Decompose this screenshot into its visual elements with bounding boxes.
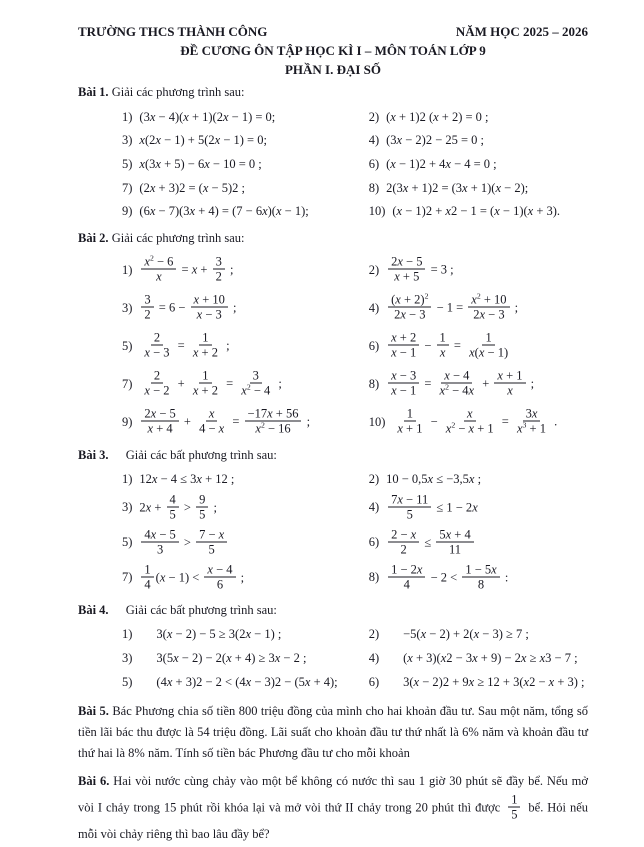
problem-item: [369, 671, 588, 695]
item-number: 4): [368, 133, 380, 148]
section-bai1: [78, 85, 588, 224]
fraction-numerator: 2: [151, 368, 163, 383]
item-number: 7): [122, 376, 133, 391]
item-number: 1): [122, 109, 133, 124]
item-number: 5): [122, 338, 133, 353]
math-expression: (x + 1)2 (x + 2) = 0 ;: [386, 109, 489, 124]
problem-item: [369, 200, 588, 224]
math-expression: $\frac{2}{x - 3}$ = $\frac{1}{x + 2}$ ;: [139, 332, 229, 361]
fraction-numerator: 2: [151, 330, 163, 345]
math-expression: $\frac{2x - 5}{x + 5}$ = 3 ;: [386, 256, 454, 285]
problem-item: [78, 327, 369, 365]
fraction-numerator: x − 3: [388, 368, 419, 383]
item-number: 5): [122, 674, 133, 689]
problem-grid: [78, 623, 588, 694]
problem-item: [78, 491, 369, 526]
problem-item: [369, 129, 588, 153]
problem-item: [78, 177, 369, 201]
math-expression: x(3x + 5) − 6x − 10 = 0 ;: [139, 156, 262, 171]
problem-item: [78, 526, 369, 561]
item-number: 4): [368, 300, 380, 315]
section-label: Bài 1.: [78, 85, 109, 99]
section-bai6: [78, 770, 588, 847]
fraction: [388, 492, 431, 521]
math-expression: (x + 3)(x2 − 3x + 9) − 2x ≥ x3 − 7 ;: [403, 650, 578, 665]
item-number: 9): [122, 414, 133, 429]
fraction-numerator: 1: [199, 330, 211, 345]
fraction-denominator: 2: [144, 307, 151, 322]
math-expression: (x − 1)2 + 4x − 4 = 0 ;: [386, 156, 497, 171]
fraction: [437, 368, 478, 397]
problem-item: [78, 403, 369, 441]
math-expression: (3x − 2)2 − 25 = 0 ;: [386, 133, 485, 148]
math-expression: x(2x − 1) + 5(2x − 1) = 0;: [139, 133, 267, 148]
fraction: [238, 368, 273, 397]
fraction-denominator: 5: [169, 507, 176, 522]
section-label: Bài 4.: [78, 602, 109, 617]
item-number: 3): [122, 300, 133, 315]
fraction: [191, 292, 228, 321]
math-expression: $\frac{1}{x + 1}$ − $\frac{x}{x^2 - x + 1}$ = $\frac{3x}{x^3 + 1}$ .: [392, 408, 557, 437]
problem-item: [78, 469, 369, 491]
fraction-numerator: 1: [508, 793, 520, 808]
fraction: [388, 527, 419, 556]
item-number: 8): [368, 570, 380, 585]
problem-item: [369, 623, 588, 647]
math-expression: $\frac{2x - 5}{x + 4}$ + $\frac{x}{4 - x}$ = $\frac{-17x + 56}{x^2 - 16}$ ;: [139, 408, 310, 437]
header: [78, 24, 588, 40]
problem-item: [369, 289, 588, 327]
problem-item: [78, 129, 369, 153]
math-expression: (3x − 4)(x + 1)(2x − 1) = 0;: [139, 109, 276, 124]
fraction: [388, 254, 425, 283]
fraction-numerator: x + 10: [191, 292, 228, 307]
item-number: 10): [368, 414, 386, 429]
problem-item: [369, 177, 588, 201]
fraction-numerator: 1: [437, 330, 449, 345]
fraction: [388, 330, 419, 359]
fraction: [213, 254, 225, 283]
fraction: [141, 292, 153, 321]
fraction-denominator: 4: [144, 577, 151, 592]
section-intro: Giải các phương trình sau:: [108, 230, 245, 245]
section-label: Bài 5.: [78, 704, 109, 719]
section-label: Bài 3.: [78, 448, 109, 463]
section-bai3: [78, 448, 588, 595]
fraction: [394, 406, 425, 435]
section-intro: Giải các phương trình sau:: [108, 85, 245, 99]
fraction-denominator: x − 3: [144, 345, 170, 360]
item-number: 4): [368, 650, 380, 665]
fraction-numerator: 1: [141, 562, 153, 577]
item-number: 5): [122, 535, 133, 550]
item-number: 6): [368, 674, 380, 689]
item-number: 1): [122, 472, 133, 486]
item-number: 7): [122, 570, 133, 585]
math-expression: 10 − 0,5x ≤ −3,5x ;: [386, 472, 482, 486]
fraction-denominator: x + 5: [394, 269, 420, 284]
fraction-numerator: 1 − 5x: [462, 562, 499, 577]
fraction: [508, 793, 520, 822]
fraction-numerator: 2x − 5: [141, 406, 178, 421]
problem-item: [369, 526, 588, 561]
problem-grid: [78, 106, 588, 224]
math-expression: $\frac{1}{4}$ (x − 1) < $\frac{x - 4}{6}$ ;: [139, 564, 244, 593]
section-heading: [78, 603, 588, 619]
item-number: 9): [122, 204, 133, 219]
fraction: [190, 368, 221, 397]
document-title: ĐỀ CƯƠNG ÔN TẬP HỌC KÌ I – MÔN TOÁN LỚP 9: [180, 43, 486, 58]
item-number: 2): [368, 109, 380, 124]
item-number: 8): [368, 376, 380, 391]
math-expression: (6x − 7)(3x + 4) = (7 − 6x)(x − 1);: [139, 204, 309, 219]
math-expression: 3(5x − 2) − 2(x + 4) ≥ 3x − 2 ;: [156, 650, 307, 665]
section-bai4: [78, 603, 588, 695]
item-number: 6): [368, 156, 380, 171]
fraction: [443, 406, 497, 435]
fraction-numerator: 7 − x: [196, 527, 227, 542]
math-expression: 3(x − 2) − 5 ≥ 3(2x − 1) ;: [156, 627, 282, 642]
fraction-numerator: 1: [404, 406, 416, 421]
fraction-denominator: 6: [216, 577, 224, 592]
fraction: [141, 254, 176, 283]
math-expression: $\frac{x - 3}{x - 1}$ = $\frac{x - 4}{x^2 - 4x}$ + $\frac{x + 1}{x}$ ;: [386, 370, 534, 399]
item-number: 7): [122, 180, 133, 195]
math-expression: 3(x − 2)2 + 9x ≥ 12 + 3(x2 − x + 3) ;: [403, 674, 585, 689]
fraction: [437, 330, 449, 359]
fraction-denominator: 11: [449, 542, 462, 557]
fraction-denominator: $x^2 - 4$: [241, 382, 271, 398]
problem-item: [369, 469, 588, 491]
fraction: [167, 492, 179, 521]
fraction-denominator: x(x − 1): [469, 345, 509, 360]
math-expression: $\frac{4x - 5}{3}$ > $\frac{7 - x}{5}$: [139, 529, 229, 558]
fraction: [204, 562, 235, 591]
item-number: 10): [368, 204, 386, 219]
math-expression: (4x + 3)2 − 2 < (4x − 3)2 − (5x + 4);: [156, 674, 338, 689]
problem-item: [369, 365, 588, 403]
problem-item: [369, 327, 588, 365]
fraction: [388, 292, 431, 321]
fraction: [514, 406, 549, 435]
fraction: [141, 330, 172, 359]
section-label: Bài 6.: [78, 774, 110, 789]
fraction-denominator: x − 3: [196, 307, 222, 322]
item-number: 8): [368, 180, 380, 195]
item-number: 3): [122, 133, 133, 148]
math-expression: 2(3x + 1)2 = (3x + 1)(x − 2);: [386, 180, 529, 195]
math-expression: −5(x − 2) + 2(x − 3) ≥ 7 ;: [403, 627, 529, 642]
fraction: [141, 406, 178, 435]
math-expression: (x − 1)2 + x2 − 1 = (x − 1)(x + 3).: [392, 204, 561, 219]
fraction-numerator: 3: [141, 292, 153, 307]
fraction: [436, 527, 473, 556]
fraction-numerator: x + 2: [388, 330, 419, 345]
problem-item: [78, 106, 369, 130]
fraction: [468, 292, 509, 321]
fraction: [245, 406, 302, 435]
problem-item: [78, 251, 369, 289]
math-expression: 12x − 4 ≤ 3x + 12 ;: [139, 472, 235, 486]
fraction: [466, 330, 511, 359]
math-expression: $\frac{(x + 2)^2}{2x - 3}$ − 1 = $\frac{x^2 + 10}{2x - 3}$ ;: [386, 294, 518, 323]
math-expression: 2x + $\frac{4}{5}$ > $\frac{9}{5}$ ;: [139, 492, 217, 522]
item-number: 4): [368, 500, 380, 515]
fraction-numerator: $(x + 2)^2$: [388, 292, 431, 307]
fraction-numerator: 3: [250, 368, 262, 383]
fraction-denominator: 3: [156, 542, 164, 557]
school-name: TRƯỜNG THCS THÀNH CÔNG: [78, 24, 268, 39]
problem-item: [78, 671, 369, 695]
problem-item: [78, 561, 369, 596]
math-expression: $\frac{x + 2}{x - 1}$ − $\frac{1}{x}$ = $\frac{1}{x(x - 1)}$: [386, 332, 513, 361]
item-number: 6): [368, 338, 380, 353]
fraction: [196, 527, 227, 556]
section-intro: Giải các bất phương trình sau:: [122, 448, 277, 463]
fraction-denominator: 4: [403, 577, 410, 592]
math-expression: $\frac{1 - 2x}{4}$ − 2 < $\frac{1 - 5x}{8}$ :: [386, 564, 508, 593]
fraction: [196, 492, 208, 521]
fraction: [462, 562, 499, 591]
problem-item: [78, 200, 369, 224]
item-number: 2): [368, 627, 380, 642]
math-expression: $\frac{x^2 - 6}{x}$ = x + $\frac{3}{2}$ ;: [139, 256, 233, 285]
fraction-numerator: −17x + 56: [245, 406, 302, 421]
fraction-numerator: 2x − 5: [388, 254, 425, 269]
item-number: 3): [122, 650, 133, 665]
math-expression: $\frac{7x - 11}{5}$ ≤ 1 − 2x: [386, 494, 478, 523]
section-heading: [78, 448, 588, 464]
fraction-denominator: x + 2: [192, 345, 218, 360]
fraction-numerator: x: [464, 406, 476, 421]
section-label: Bài 2.: [78, 230, 109, 245]
problem-grid: [78, 469, 588, 596]
problem-item: [369, 647, 588, 671]
problem-item: [369, 106, 588, 130]
word-problem: Bài 6. Hai vòi nước cùng chảy vào một bể không có nước thì sau 1 giờ 30 phút sẽ đầy bể. Nếu mở vòi I chảy trong 15 phút rồi khóa lại và mở vòi thứ II chảy trong 20 phút thì được $\frac{1}{5}$ bể. Hỏi nếu mỗi vòi chảy riêng thì bao lâu đầy bể?: [78, 774, 588, 842]
section-bai2: [78, 231, 588, 442]
problem-grid: [78, 251, 588, 441]
fraction-numerator: 3: [213, 254, 225, 269]
math-expression: $\frac{2}{x - 2}$ + $\frac{1}{x + 2}$ = $\frac{3}{x^2 - 4}$ ;: [139, 370, 281, 399]
problem-item: [369, 153, 588, 177]
fraction-denominator: $x^2 - 4x$: [439, 382, 475, 398]
fraction-denominator: 2: [215, 269, 222, 284]
fraction-numerator: x − 4: [204, 562, 235, 577]
problem-item: [369, 251, 588, 289]
fraction: [141, 368, 172, 397]
fraction-denominator: x + 2: [192, 383, 218, 398]
problem-item: [78, 365, 369, 403]
problem-item: [78, 153, 369, 177]
fraction-denominator: 5: [208, 542, 215, 557]
fraction-numerator: 7x − 11: [388, 492, 431, 507]
section-intro: Giải các bất phương trình sau:: [122, 602, 277, 617]
fraction: [196, 406, 227, 435]
fraction-denominator: x + 4: [147, 421, 173, 436]
problem-item: [369, 403, 588, 441]
fraction-denominator: 4 − x: [199, 421, 225, 436]
problem-item: [78, 623, 369, 647]
section-heading: [78, 231, 588, 247]
math-expression: (2x + 3)2 = (x − 5)2 ;: [139, 180, 245, 195]
problem-item: [78, 289, 369, 327]
fraction-denominator: $x^2 - x + 1$: [445, 420, 494, 436]
section-bai5: [78, 701, 588, 763]
math-expression: $\frac{3}{2}$ = 6 − $\frac{x + 10}{x - 3}$ ;: [139, 294, 236, 323]
fraction-numerator: 1: [199, 368, 211, 383]
problem-item: [369, 491, 588, 526]
fraction-numerator: 1 − 2x: [388, 562, 425, 577]
item-number: 2): [368, 262, 380, 277]
fraction-denominator: x: [439, 345, 446, 360]
section-heading: [78, 85, 588, 101]
fraction-denominator: x + 1: [397, 421, 423, 436]
item-number: 5): [122, 156, 133, 171]
fraction-denominator: x: [156, 269, 162, 284]
fraction-denominator: 5: [199, 507, 206, 522]
fraction-denominator: x − 1: [391, 345, 417, 360]
part-heading: PHẦN I. ĐẠI SỐ: [284, 62, 382, 77]
item-number: 2): [368, 472, 380, 486]
fraction-numerator: 1: [482, 330, 494, 345]
sections: [78, 85, 588, 847]
fraction-numerator: 4x − 5: [141, 527, 178, 542]
fraction-numerator: x − 4: [441, 368, 472, 383]
fraction-denominator: 5: [511, 807, 518, 822]
fraction-denominator: 2x − 3: [394, 307, 426, 322]
math-expression: $\frac{2 - x}{2}$ ≤ $\frac{5x + 4}{11}$: [386, 529, 476, 558]
fraction: [494, 368, 525, 397]
fraction-denominator: 2x − 3: [473, 307, 505, 322]
school-year: NĂM HỌC 2025 – 2026: [455, 24, 588, 39]
fraction-numerator: 3x: [523, 406, 541, 421]
fraction-numerator: $x^2 - 6$: [141, 254, 176, 269]
fraction-denominator: $x^2 - 16$: [255, 420, 291, 436]
fraction-denominator: 2: [400, 542, 407, 557]
fraction-denominator: 5: [406, 507, 413, 522]
fraction-numerator: x + 1: [494, 368, 525, 383]
fraction-numerator: 2 − x: [388, 527, 419, 542]
fraction-numerator: x: [206, 406, 218, 421]
fraction-denominator: x: [507, 383, 513, 398]
fraction-numerator: 9: [196, 492, 208, 507]
fraction: [141, 562, 153, 591]
item-number: 6): [368, 535, 380, 550]
fraction: [388, 368, 419, 397]
fraction-denominator: x − 2: [144, 383, 170, 398]
problem-item: [369, 561, 588, 596]
fraction: [190, 330, 221, 359]
item-number: 1): [122, 262, 133, 277]
fraction-denominator: 8: [477, 577, 485, 592]
fraction-denominator: $x^3 + 1$: [516, 420, 546, 436]
fraction: [141, 527, 178, 556]
fraction-numerator: 4: [167, 492, 179, 507]
word-problem: Bài 5. Bác Phương chia số tiền 800 triệu đồng của mình cho hai khoản đầu tư. Sau một năm, tổng số tiền lãi bác thu được là 54 triệu đồng. Lãi suất cho khoản đầu tư thứ nhất là 6% năm và khoản đầu tư thứ hai là 8% năm. Tính số tiền bác Phương đầu tư cho mỗi khoản: [78, 704, 588, 760]
fraction: [388, 562, 425, 591]
item-number: 1): [122, 627, 133, 642]
fraction-numerator: $x^2 + 10$: [468, 292, 509, 307]
fraction-denominator: x − 1: [391, 383, 417, 398]
item-number: 3): [122, 500, 133, 515]
problem-item: [78, 647, 369, 671]
fraction-numerator: 5x + 4: [436, 527, 473, 542]
